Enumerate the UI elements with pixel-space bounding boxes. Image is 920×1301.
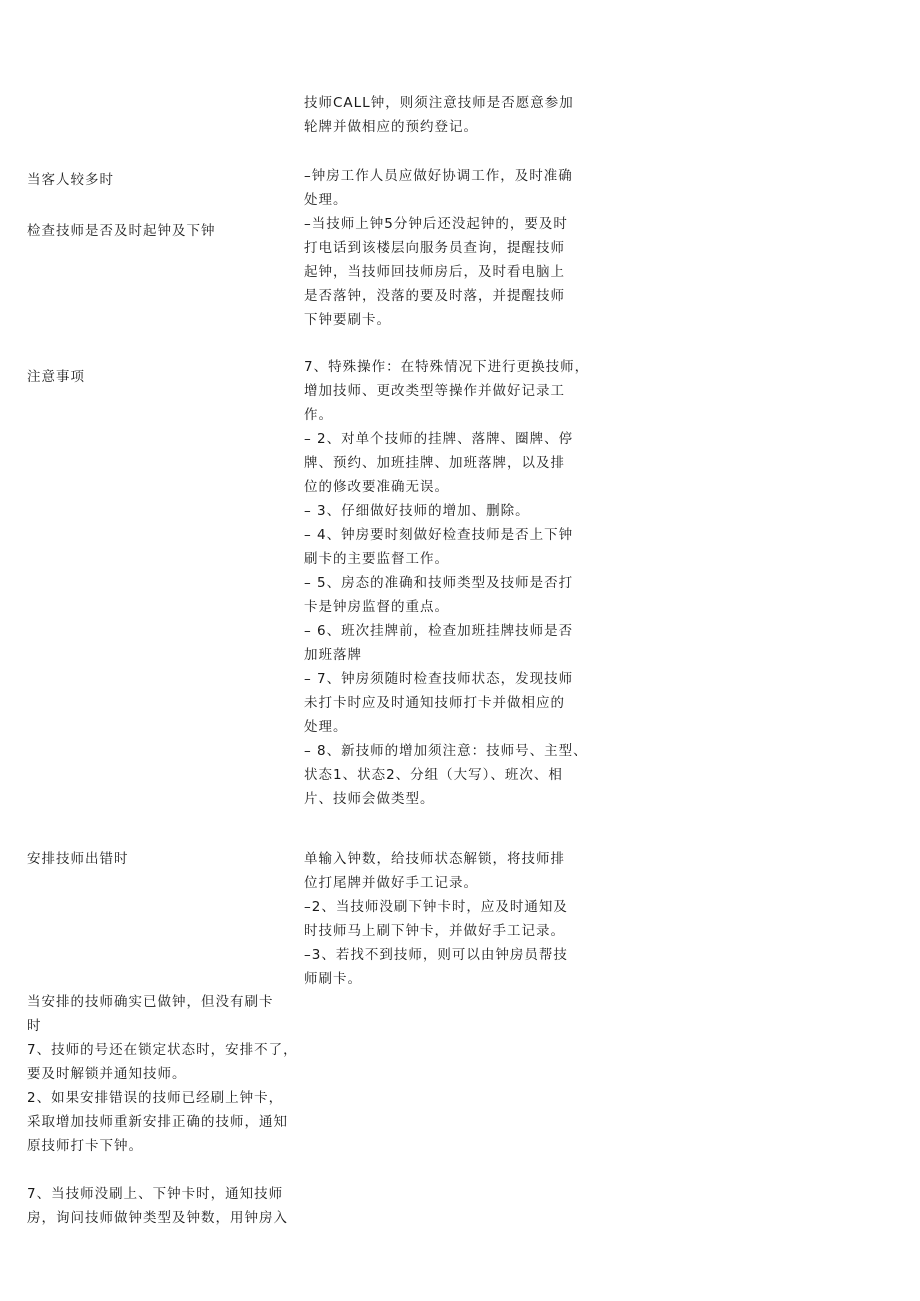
text-line: 师刷卡。 [304,971,362,987]
label-line: 房，询问技师做钟类型及钟数，用钟房入 [27,1210,288,1226]
text-line: 处理。 [304,719,348,735]
text-line: – 8、新技师的增加须注意：技师号、主型、 [304,743,588,759]
text-line: 轮牌并做相应的预约登记。 [304,119,478,135]
row-1-label [27,168,114,192]
text-line: 增加技师、更改类型等操作并做好记录工 [304,383,565,399]
text-line: –当技师上钟5分钟后还没起钟的，要及时 [304,216,568,232]
text-line: 是否落钟，没落的要及时落，并提醒技师 [304,288,565,304]
text-line: 时技师马上刷下钟卡，并做好手工记录。 [304,923,565,939]
row-1-text [304,164,573,212]
text-line: – 4、钟房要时刻做好检查技师是否上下钟 [304,527,574,543]
text-line: – 5、房态的准确和技师类型及技师是否打 [304,575,574,591]
row-4-label [27,847,129,871]
text-line: 卡是钟房监督的重点。 [304,599,449,615]
text-line: 下钟要刷卡。 [304,312,391,328]
label-line: 采取增加技师重新安排正确的技师，通知 [27,1114,288,1130]
row-5-label [27,990,298,1230]
text-line: 7、特殊操作：在特殊情况下进行更换技师， [304,359,590,375]
row-4-text [304,847,568,991]
text-line: 技师CALL钟，则须注意技师是否愿意参加 [304,95,574,111]
text-line: 打电话到该楼层向服务员查询，提醒技师 [304,240,565,256]
text-line: 起钟，当技师回技师房后，及时看电脑上 [304,264,565,280]
text-line: – 3、仔细做好技师的增加、删除。 [304,503,530,519]
label-line [27,1158,298,1182]
text-line: 片、技师会做类型。 [304,791,435,807]
label-line: 原技师打卡下钟。 [27,1138,143,1154]
text-line: – 2、对单个技师的挂牌、落牌、圈牌、停 [304,431,574,447]
label-line: 2、如果安排错误的技师已经刷上钟卡， [27,1090,284,1106]
label-line: 要及时解锁并通知技师。 [27,1066,187,1082]
text-line: 单输入钟数，给技师状态解锁，将技师排 [304,851,565,867]
text-line: – 6、班次挂牌前，检查加班挂牌技师是否 [304,623,574,639]
label-line: 当客人较多时 [27,172,114,188]
text-line: – 7、钟房须随时检查技师状态，发现技师 [304,671,574,687]
label-line: 安排技师出错时 [27,851,129,867]
label-line: 时 [27,1018,42,1034]
text-line: 加班落牌 [304,647,362,663]
text-line: –3、若找不到技师，则可以由钟房员帮技 [304,947,568,963]
text-line: 刷卡的主要监督工作。 [304,551,449,567]
row-2-text [304,212,568,332]
text-line: –2、当技师没刷下钟卡时，应及时通知及 [304,899,568,915]
text-line: 牌、预约、加班挂牌、加班落牌，以及排 [304,455,565,471]
label-line: 7、技师的号还在锁定状态时，安排不了， [27,1042,298,1058]
row-0-text [304,91,574,139]
label-line: 当安排的技师确实已做钟，但没有刷卡 [27,994,274,1010]
text-line: –钟房工作人员应做好协调工作，及时准确 [304,168,573,184]
text-line: 位的修改要准确无误。 [304,479,449,495]
label-line: 注意事项 [27,369,85,385]
text-line: 作。 [304,407,333,423]
text-line: 状态1、状态2、分组（大写）、班次、相 [304,767,563,783]
label-line: 7、当技师没刷上、下钟卡时，通知技师 [27,1186,284,1202]
row-3-label [27,365,85,389]
label-line: 检查技师是否及时起钟及下钟 [27,223,216,239]
text-line: 未打卡时应及时通知技师打卡并做相应的 [304,695,565,711]
text-line: 位打尾牌并做好手工记录。 [304,875,478,891]
row-3-text [304,355,589,811]
text-line: 处理。 [304,192,348,208]
row-2-label [27,219,216,243]
